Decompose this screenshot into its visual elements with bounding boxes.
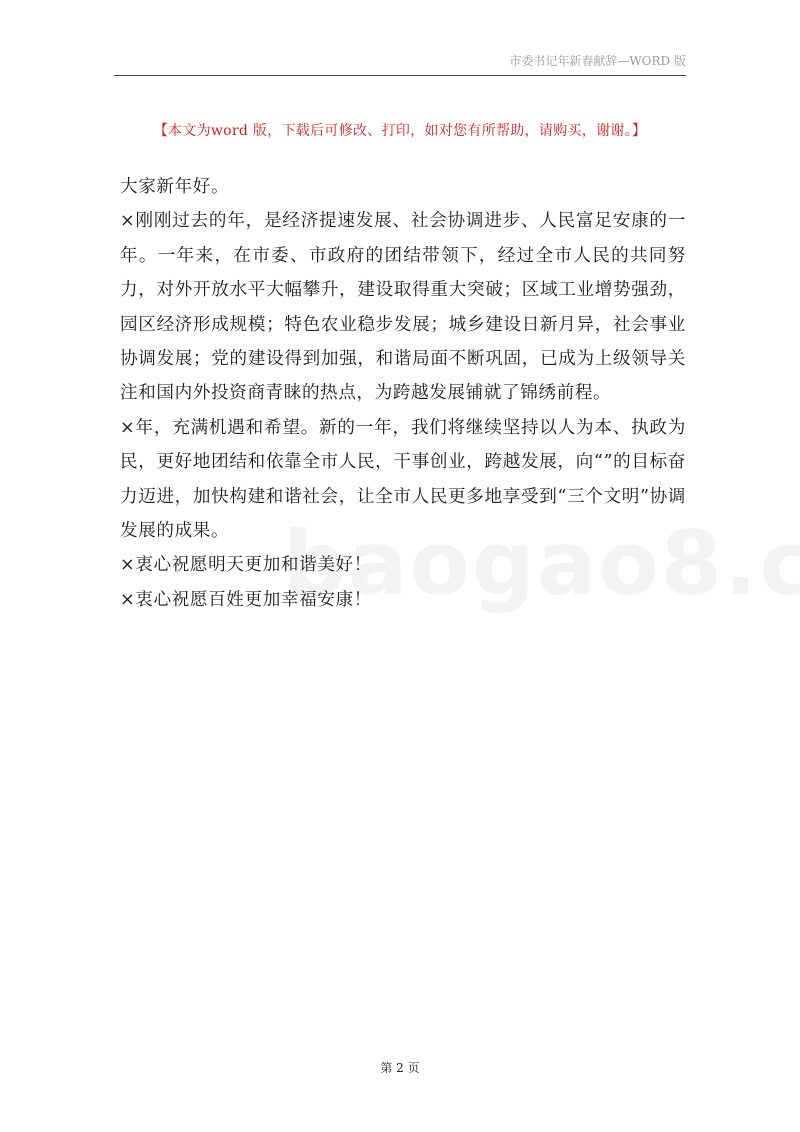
outlook-paragraph: ×年，充满机遇和希望。新的一年，我们将继续坚持以人为本、执政为民，更好地团结和依靠全市人民，干事创业，跨越发展，向“”的目标奋力迈进，加快构建和谐社会，让全市人民更多地享受到“三个文明”协调发展的成果。: [120, 417, 686, 542]
watermark: [283, 512, 800, 615]
wish-paragraph-2: ×衷心祝愿百姓更加幸福安康！: [120, 589, 372, 610]
header-divider: [114, 75, 686, 76]
page-header: 市委书记年新春献辞—WORD 版: [509, 54, 686, 68]
page-number: 第 2 页: [380, 1061, 420, 1075]
review-paragraph: ×刚刚过去的年，是经济提速发展、社会协调进步、人民富足安康的一年。一年来，在市委、市政府的团结带领下，经过全市人民的共同努力，对外开放水平大幅攀升，建设取得重大突破；区域工业增势强劲，园区经济形成规模；特色农业稳步发展；城乡建设日新月异，社会事业协调发展；党的建设得到加强，和谐局面不断巩固，已成为上级领导关注和国内外投资商青睐的热点，为跨越发展铺就了锦绣前程。: [120, 211, 686, 404]
greeting-paragraph: 大家新年好。: [120, 177, 230, 197]
purchase-notice: 【本文为word 版，下载后可修改、打印，如对您有所帮助，请购买，谢谢。】: [153, 123, 647, 139]
wish-paragraph-1: ×衷心祝愿明天更加和谐美好！: [120, 555, 372, 576]
